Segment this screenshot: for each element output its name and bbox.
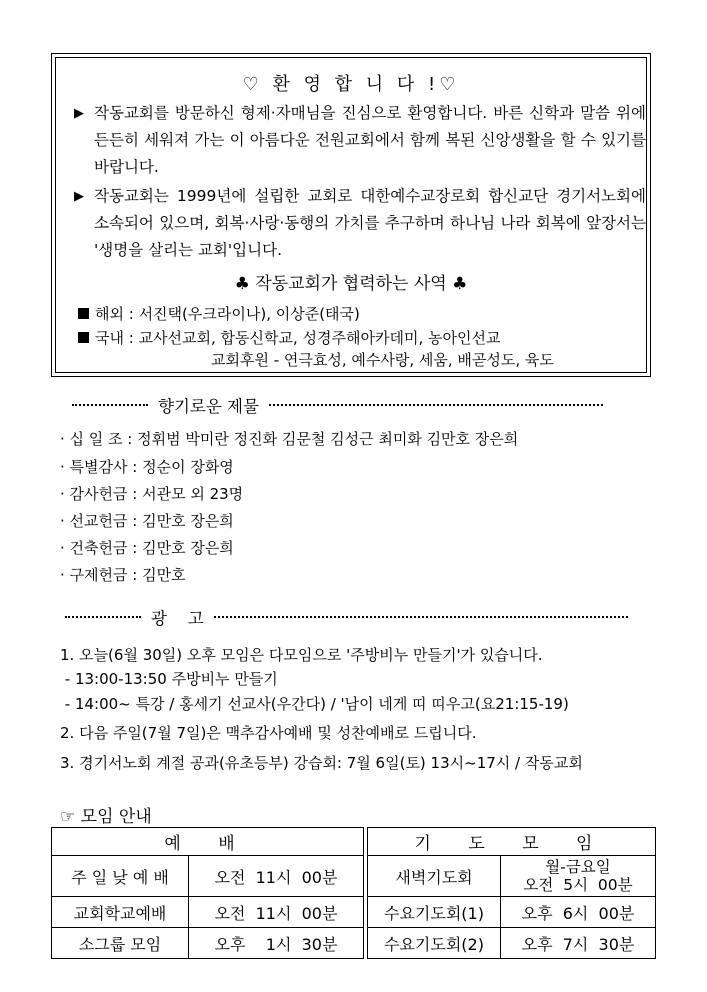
worship-time: 오전 11시 00분 <box>189 897 364 928</box>
offering-item: · 건축헌금 : 김만호 장은희 <box>60 539 234 557</box>
square-bullet-icon <box>78 332 89 343</box>
worship-header: 예 배 <box>52 828 364 856</box>
welcome-paragraph-1 <box>74 100 646 181</box>
overseas-missions <box>78 303 360 325</box>
gatherings-table <box>51 827 656 959</box>
offering-item: · 특별감사 : 정순이 장화영 <box>60 458 234 476</box>
announcements-header-label: 광 고 <box>151 609 204 628</box>
announcement-item: 1. 오늘(6월 30일) 오후 모임은 다모임으로 '주방비누 만들기'가 있습니다. <box>60 646 543 664</box>
dotted-leader <box>65 616 141 618</box>
domestic-missions-2: 교회후원 - 연극효성, 예수사랑, 세움, 배곧성도, 육도 <box>211 351 554 369</box>
announcement-item: 2. 다음 주일(7월 7일)은 맥추감사예배 및 성찬예배로 드립니다. <box>60 724 477 742</box>
overseas-text: 해외 : 서진택(우크라이나), 이상준(태국) <box>95 305 360 323</box>
offerings-header-label: 향기로운 제물 <box>158 397 259 416</box>
dotted-leader <box>214 616 628 618</box>
announcement-subitem: - 14:00~ 특강 / 홍세기 선교사(우간다) / '남이 네게 띠 띠우고(요21:15-19) <box>60 695 569 713</box>
worship-name: 주 일 낮 예 배 <box>52 856 189 897</box>
prayer-name: 수요기도회(1) <box>368 897 501 928</box>
worship-time: 오전 11시 00분 <box>189 856 364 897</box>
prayer-time-value: 오전 5시 00분 <box>523 876 633 894</box>
announcements-header <box>65 605 628 629</box>
prayer-header: 기 도 모 임 <box>368 828 656 856</box>
dotted-leader <box>72 404 148 406</box>
prayer-name: 새벽기도회 <box>368 856 501 897</box>
welcome-box <box>51 53 651 377</box>
bullet-arrow-icon: ▶ <box>74 106 84 121</box>
prayer-name: 수요기도회(2) <box>368 928 501 959</box>
worship-name: 소그룹 모임 <box>52 928 189 959</box>
offering-item: · 선교헌금 : 김만호 장은희 <box>60 512 234 530</box>
offering-item: · 구제헌금 : 김만호 <box>60 566 186 584</box>
worship-time: 오후 1시 30분 <box>189 928 364 959</box>
prayer-time: 오후 7시 30분 <box>501 928 656 959</box>
offering-item: · 감사헌금 : 서관모 외 23명 <box>60 485 244 503</box>
welcome-text-1: 작동교회를 방문하신 형제·자매님을 진심으로 환영합니다. 바른 신학과 말씀 위에 든든히 세워져 가는 이 아름다운 전원교회에서 함께 복된 신앙생활을 할 수 있기를 바랍니다. <box>94 104 646 176</box>
domestic-text-1: 국내 : 교사선교회, 합동신학교, 성경주해아카데미, 농아인선교 <box>95 329 501 347</box>
offering-item: · 십 일 조 : 정휘범 박미란 정진화 김문철 김성근 최미화 김만호 장은희 <box>60 430 519 448</box>
worship-name: 교회학교예배 <box>52 897 189 928</box>
gatherings-title: ☞ 모임 안내 <box>60 807 152 827</box>
cooperation-title: ♣ 작동교회가 협력하는 사역 ♣ <box>234 274 468 294</box>
offerings-header <box>72 393 603 417</box>
announcement-subitem: - 13:00-13:50 주방비누 만들기 <box>60 670 278 688</box>
bullet-arrow-icon: ▶ <box>74 189 84 204</box>
welcome-paragraph-2 <box>74 183 646 264</box>
dotted-leader <box>269 404 603 406</box>
announcement-item: 3. 경기서노회 계절 공과(유초등부) 강습회: 7월 6일(토) 13시~17시 / 작동교회 <box>60 754 583 772</box>
welcome-title: ♡ 환 영 합 니 다 !♡ <box>242 74 460 95</box>
domestic-missions <box>78 327 500 349</box>
prayer-days: 월-금요일 <box>545 858 611 876</box>
prayer-time: 오후 6시 00분 <box>501 897 656 928</box>
prayer-time <box>501 856 656 897</box>
square-bullet-icon <box>78 308 89 319</box>
welcome-text-2: 작동교회는 1999년에 설립한 교회로 대한예수교장로회 합신교단 경기서노회에 소속되어 있으며, 회복·사랑·동행의 가치를 추구하며 하나님 나라 회복에 앞장서는 '생명을 살리는 교회'입니다. <box>94 187 646 259</box>
